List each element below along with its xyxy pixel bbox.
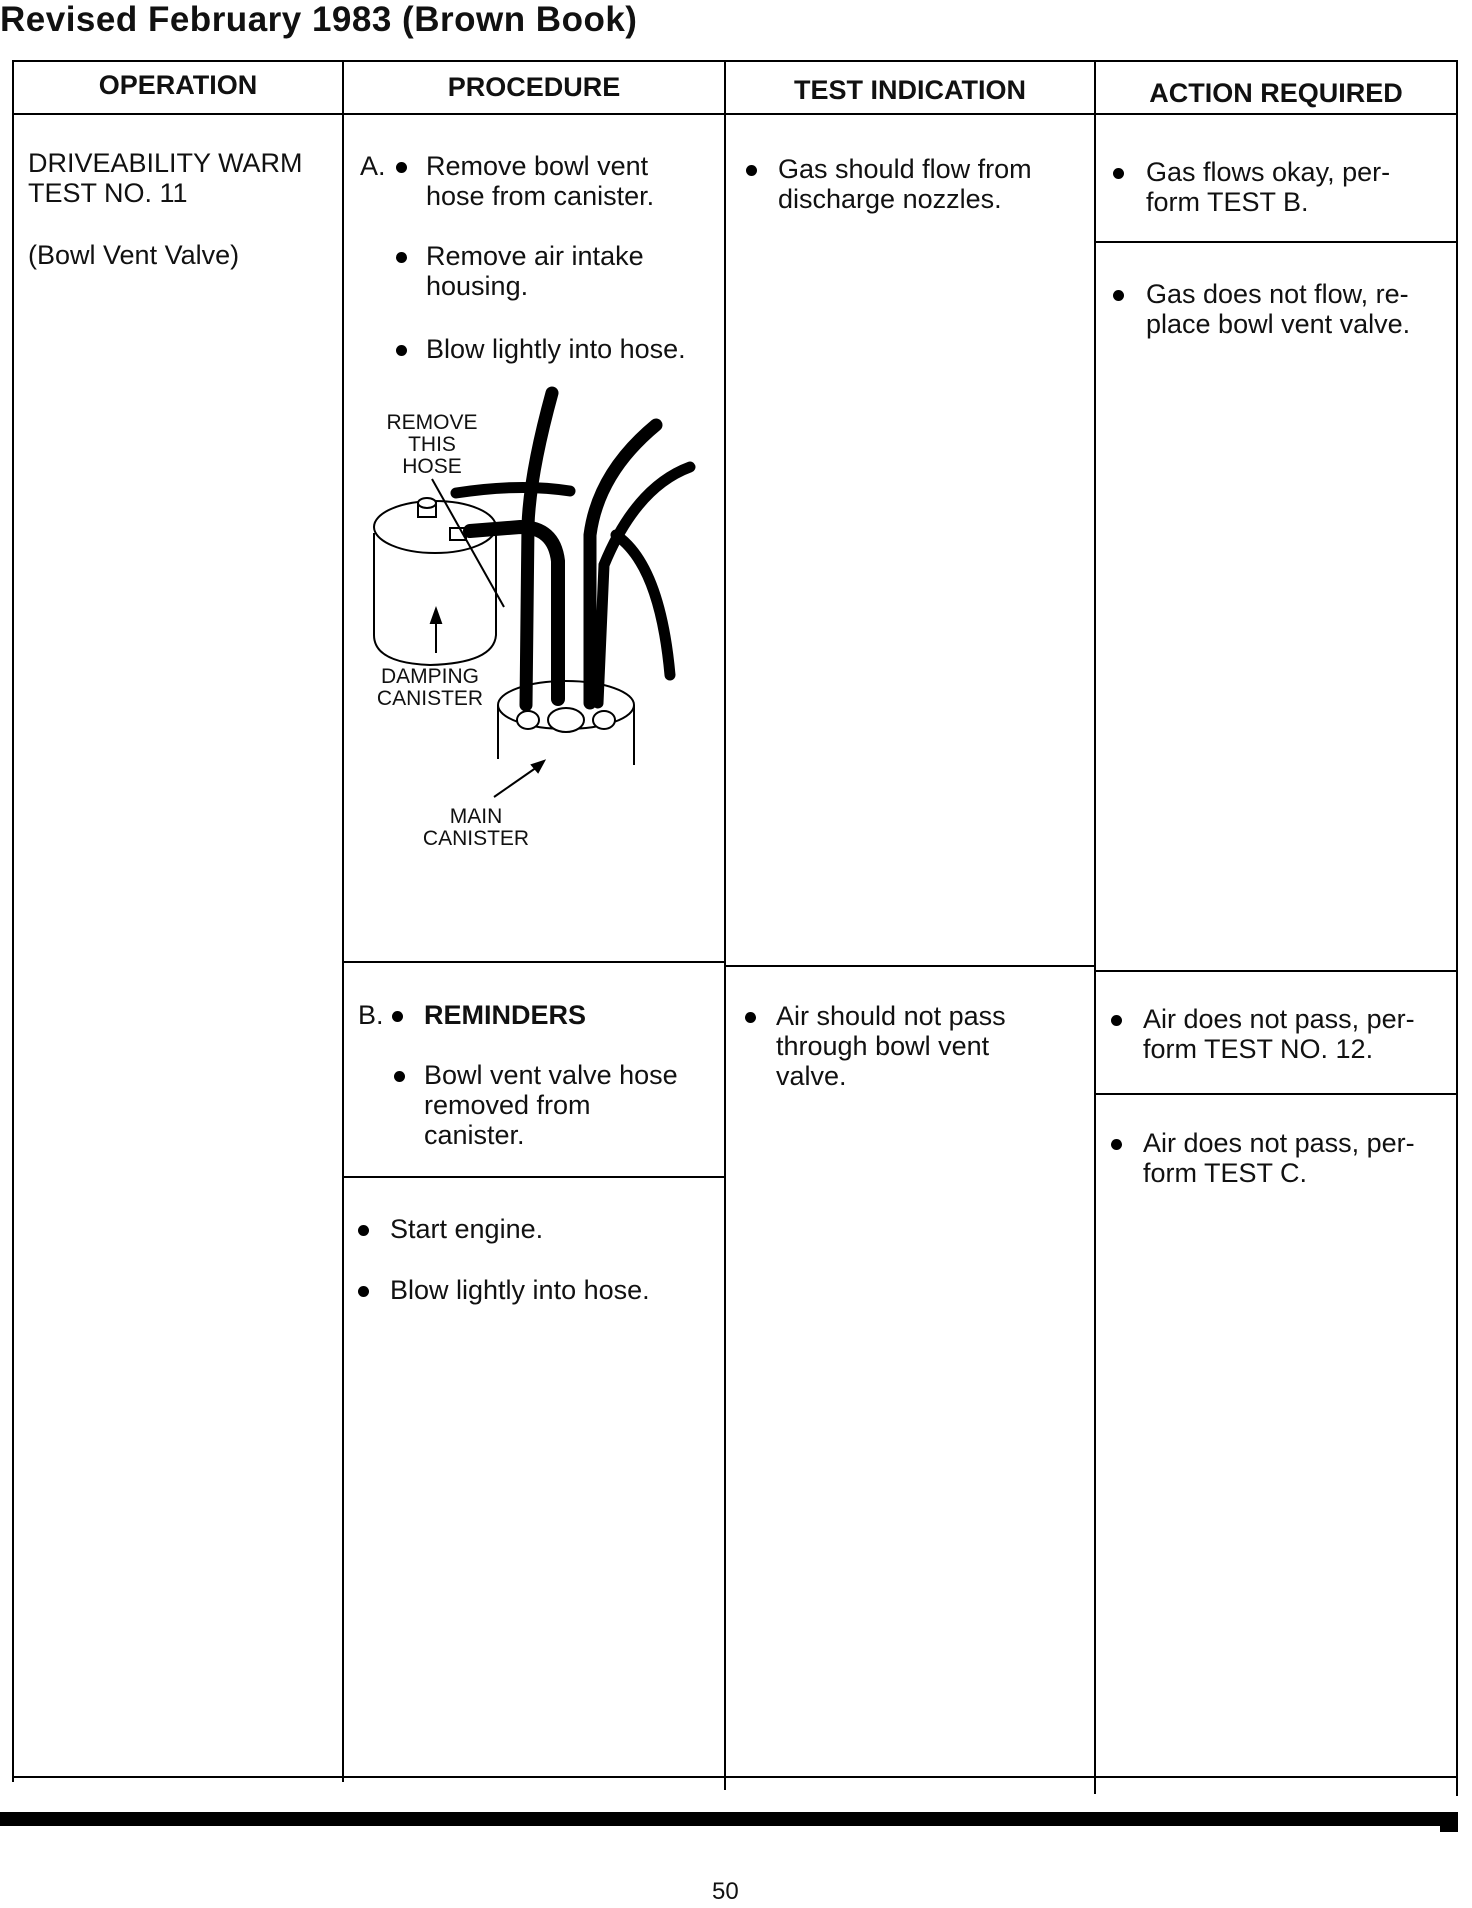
label-main-2: CANISTER: [422, 827, 530, 850]
step-b-procedure-1: Start engine.: [390, 1214, 544, 1244]
upper-hose: [456, 487, 570, 493]
row-divider-reminders: [342, 1176, 726, 1178]
bullet-icon: [1113, 290, 1124, 301]
operation-name-line2: TEST NO. 11: [28, 178, 188, 208]
step-b-procedure-2: Blow lightly into hose.: [390, 1275, 650, 1305]
step-a-action-2: Gas does not flow, re-place bowl vent valve.: [1146, 279, 1411, 339]
far-right-hose: [598, 467, 690, 703]
reminders-title: REMINDERS: [424, 1000, 587, 1030]
row-divider-indication-a-b: [724, 965, 1096, 967]
hoses: [456, 393, 690, 705]
row-divider-action-a-b: [1094, 970, 1458, 972]
bullet-icon: [1111, 1015, 1122, 1026]
bullet-icon: [1113, 168, 1124, 179]
column-header-test-indication: TEST INDICATION: [794, 75, 1026, 105]
column-header-procedure: PROCEDURE: [447, 72, 621, 102]
header-bottom-rule: [12, 113, 1458, 115]
document-title: Revised February 1983 (Brown Book): [0, 0, 638, 39]
operation-name-line1: DRIVEABILITY WARM: [28, 148, 303, 178]
row-divider-action-b1: [1094, 1093, 1458, 1095]
step-b-indication: Air should not pass through bowl vent valve.: [776, 1001, 1006, 1091]
label-remove-hose-3: HOSE: [402, 455, 462, 478]
bullet-icon: [394, 1071, 405, 1082]
step-a-marker: A.: [360, 151, 386, 181]
step-a-action-1: Gas flows okay, per-form TEST B.: [1146, 157, 1391, 217]
bullet-icon: [746, 165, 757, 176]
column-header-operation: OPERATION: [98, 70, 258, 100]
step-a-procedure-1: Remove bowl vent hose from canister.: [426, 151, 655, 211]
step-b-action-1: Air does not pass, per-form TEST NO. 12.: [1143, 1004, 1415, 1064]
label-remove-hose-1: REMOVE: [386, 411, 478, 434]
column-divider-2: [724, 60, 726, 1790]
step-a-indication: Gas should flow from discharge nozzles.: [778, 154, 1032, 214]
table-border-right: [1456, 62, 1458, 1796]
step-a-procedure-3: Blow lightly into hose.: [426, 334, 686, 364]
bullet-icon: [396, 252, 407, 263]
step-a-procedure-2: Remove air intake housing.: [426, 241, 644, 301]
bullet-icon: [358, 1225, 369, 1236]
label-damping-1: DAMPING: [380, 665, 479, 688]
table-border-top: [12, 60, 1458, 62]
main-canister: [498, 681, 634, 765]
column-header-action-required: ACTION REQUIRED: [1149, 78, 1403, 108]
reminder-item-1: Bowl vent valve hose removed from canister.: [424, 1060, 678, 1150]
operation-subtitle: (Bowl Vent Valve): [28, 240, 240, 270]
canister-hose-diagram: [370, 385, 700, 845]
label-main-1: MAIN: [449, 805, 503, 828]
column-divider-1: [342, 60, 344, 1782]
page-number: 50: [712, 1878, 739, 1905]
bullet-icon: [1111, 1139, 1122, 1150]
bullet-icon: [358, 1286, 369, 1297]
footer-bar: [0, 1812, 1458, 1826]
table-border-left: [12, 60, 14, 1782]
bullet-icon: [396, 345, 407, 356]
row-divider-action-a1: [1094, 241, 1458, 243]
bullet-icon: [396, 162, 407, 173]
table-border-bottom: [12, 1776, 1458, 1778]
footer-bar-tail: [1440, 1826, 1458, 1832]
label-remove-hose-2: THIS: [408, 433, 456, 456]
label-damping-2: CANISTER: [376, 687, 484, 710]
bullet-icon: [392, 1011, 403, 1022]
step-b-marker: B.: [358, 1000, 384, 1030]
bowl-vent-hose: [470, 527, 558, 699]
column-divider-3: [1094, 60, 1096, 1794]
bullet-icon: [745, 1012, 756, 1023]
row-divider-procedure-a-b: [342, 961, 726, 963]
outer-hose: [616, 535, 670, 675]
step-b-action-2: Air does not pass, per-form TEST C.: [1143, 1128, 1415, 1188]
